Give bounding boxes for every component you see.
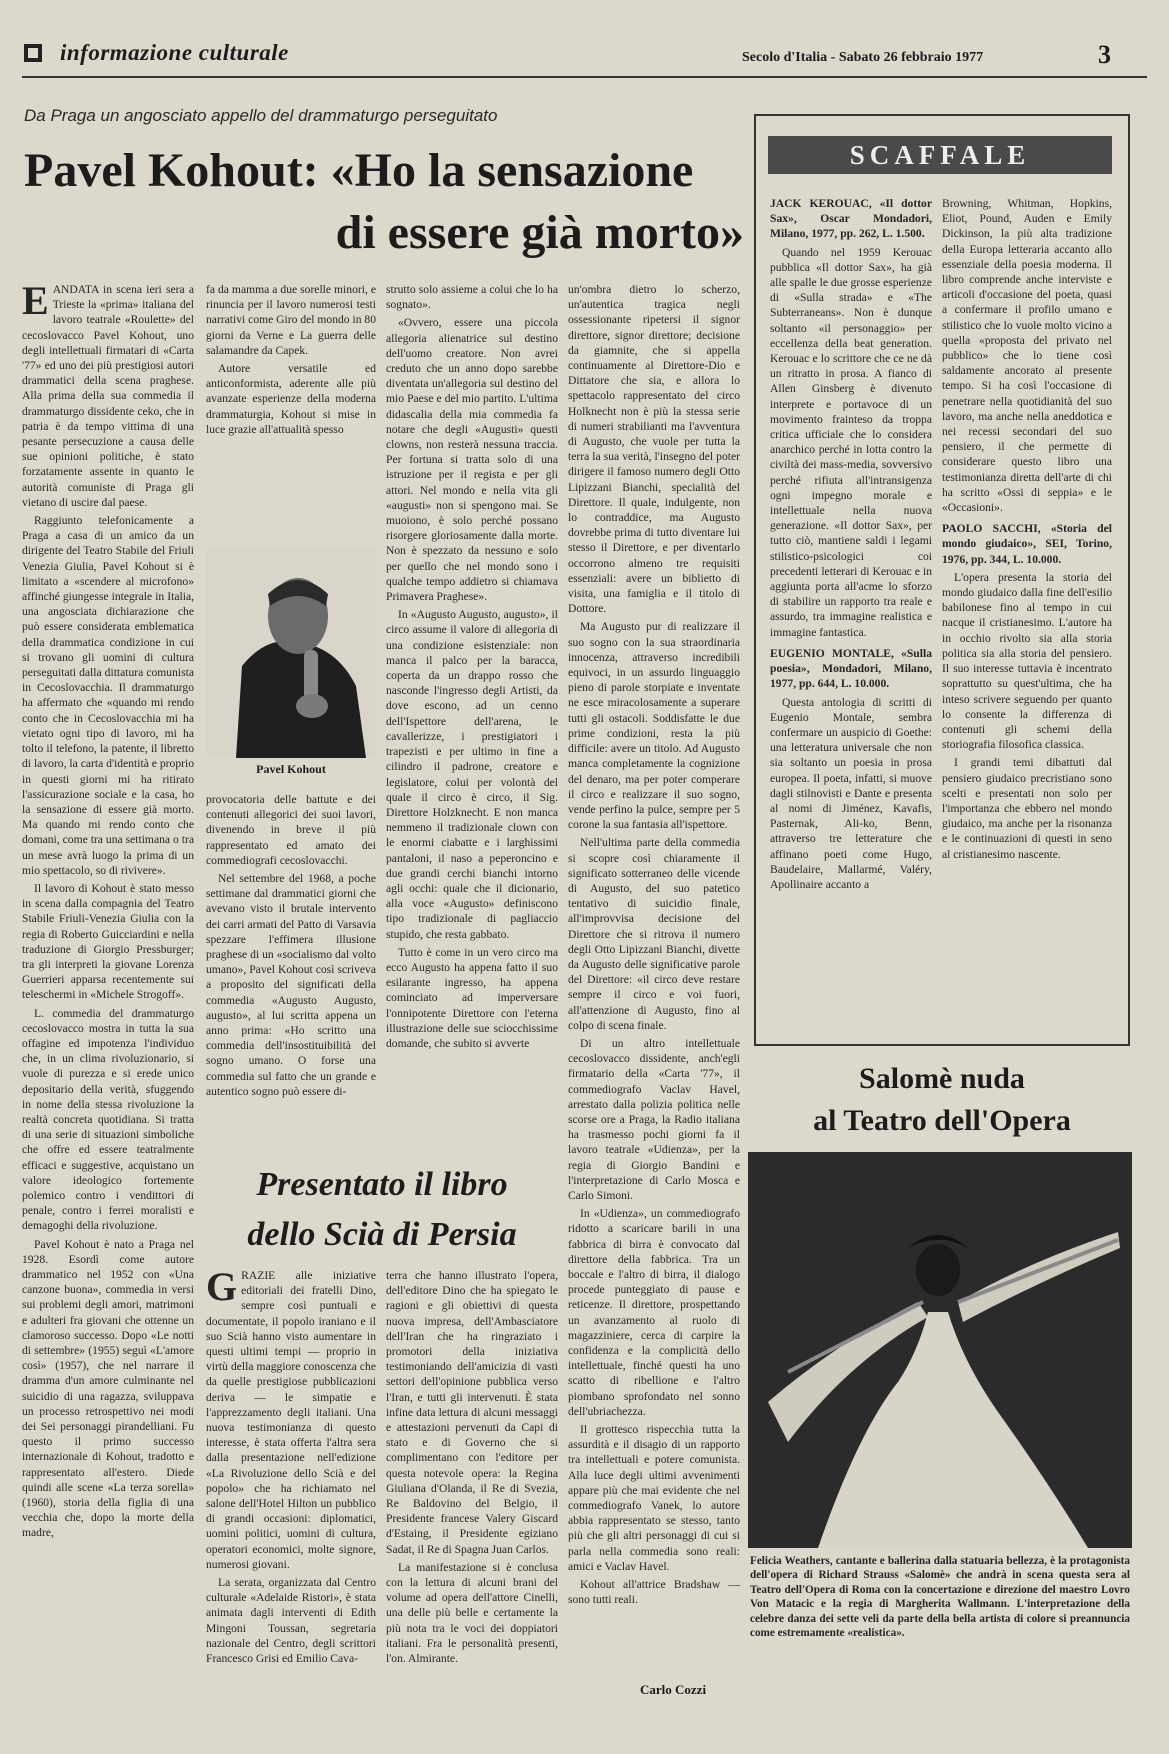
article-signature: Carlo Cozzi — [640, 1682, 707, 1697]
book-article-column-1 — [206, 1268, 376, 1746]
kohout-photo — [206, 546, 376, 758]
paragraph: un'ombra dietro lo scherzo, un'autentica tragica negli ossessionante ripetersi il signor direttore, signor direttore; decisione da giamnite, che si appella continuamente al Direttore-Dio e Dittatore che sia, e allora lo spettacolo rappresentato del circo Holknecht non è più la stessa serie di numeri strabilianti ma l'avventura di Augusto, che vuole per tutta la terra la sua verità, l'insegno del poter dirigere il famoso numero degli Otto Lipizzani Bianchi, specialità del Direttore. Il quale, indulgente, non lo contraddice, ma Augusto dovrebbe prima di tutto diventare lui stesso il Direttore, e per diventarlo occorrono almeno tre requisiti essenziali: avere un biblietto di visita, una famiglia e il titolo di Dottore. — [568, 283, 740, 616]
paragraph: Autore versatile ed anticonformista, aderente alle più avanzate esperienze della moderna drammaturgia, Kohout si mise in luce grazie all'attualità spesso — [206, 362, 376, 436]
article-kicker: Da Praga un angosciato appello del drammaturgo perseguitato — [24, 106, 498, 125]
page-number: 3 — [1098, 40, 1111, 69]
headline-line-1: Pavel Kohout: «Ho la sensazione — [24, 144, 694, 197]
headline-line-2: di essere già morto» — [335, 206, 744, 259]
paragraph: Pavel Kohout è nato a Praga nel 1928. Esordì come autore drammatico nel 1952 con «Una canzone buona», commedia in versi sui problemi degli amori, matrimoni e adulteri fra giovani che ottenne un clamoroso successo. Dopo «Le notti di settembre» (1955) seguì «L'amore così» (1957), che nel narrare il dramma d'un amore culminante nel suicidio di una ragazza, sviluppava un processo retrospettivo nei modi dei Sei personaggi pirandelliani. Fu questo il primo successo internazionale di Kohout, tradotto e rappresentato all'estero. Diede quindi alle scene «La terza sorella» (1960), storia della figlia di una vecchia che, dopo la morte della madre, — [22, 1237, 194, 1540]
scaffale-column-2 — [942, 196, 1112, 1026]
paragraph: In «Udienza», un commediografo ridotto a scaricare barili in una fabbrica di birra è convocato dal direttore della fabbrica. Tra un boccale e l'altro di birra, il dialogo procede punteggiato di pause e reticenze. Il direttore, prospettando un avanzamento al ruolo di magazziniere, cerca di carpire la confidenza e la complicità dello intellettuale, finché questi ha uno scatto di ribellione e l'altro piombano sprofondato nel sonno dell'ubriachezza. — [568, 1207, 740, 1418]
photo-caption: Pavel Kohout — [256, 762, 326, 776]
book-entry-title: JACK KEROUAC, «Il dottor Sax», Oscar Mondadori, Milano, 1977, pp. 262, L. 1.500. — [770, 197, 932, 241]
article-column-3 — [386, 282, 558, 1112]
paragraph: Di un altro intellettuale cecoslovacco dissidente, anch'egli firmatario della «Carta '77», il commediografo Vaclav Havel, arrestato dalla polizia politica nelle scorse ore a Praga, la Radio italiana ha trasmesso pochi giorni fa il lavoro teatrale «Udienza», per la regia di Giorgio Bandini e l'interpretazione di Carlo Mosca e Carlo Simoni. — [568, 1036, 740, 1202]
paragraph: La serata, organizzata dal Centro culturale «Adelaide Ristori», è stata animata dagli interventi di Edith Mingoni Toussan, segretaria nazionale del Centro, degli scrittori Francesco Grisi ed Emilio Cava- — [206, 1576, 376, 1666]
book-title-line-2: dello Scià di Persia — [247, 1216, 517, 1253]
paragraph: In «Augusto Augusto, augusto», il circo assume il valore di allegoria di una condizione esistenziale: non manca il palco per la baracca, coperta da un drappo rosso che nasconde l'ingresso degli Artisti, da dove escono, ad un cenno dell'Ispettore dell'arena, le cavallerizze, i prestigiatori i trapezisti e per ultimo in fine a cilindro il padrone, creatore e legislatore, colui per volontà del quale il circo è circo, il Sig. Direttore Holzknecht. E non manca nemmeno il tradizionale clown con le enormi ciabatte e i larghissimi pantaloni, il naso a peperoncino e due grandi cerchi bianchi intorno agli occhi: quale che il dicionario, alla voce «Augusto» definiscono tipo tradizionale di pagliaccio stupido, che resta gabbato. — [386, 608, 558, 941]
book-entry-text: L'opera presenta la storia del mondo giudaico dalla fine dell'esilio babilonese fino al tempo in cui nacque il cristianesimo. L'autore ha in occhio rivolto sia alla storia politica sia alla storia del pensiero. Il suo interesse tuttavia è incentrato soprattutto su quest'ultima, che ha inteso scrivere seguendo per quanto lo consente la differenza di contenuti gli schemi della storiografia filosofica classica. — [942, 570, 1112, 752]
article-column-2-bottom — [206, 792, 376, 1112]
section-logo-icon — [24, 44, 42, 62]
article-column-2-top — [206, 282, 376, 540]
book-entry-title: PAOLO SACCHI, «Storia del mondo giudaico», SEI, Torino, 1976, pp. 344, L. 10.000. — [942, 522, 1112, 566]
article-headline — [24, 140, 744, 264]
paragraph: Tutto è come in un vero circo ma ecco Augusto ha appena fatto il suo esilarante ingresso, ha appena cominciato ad imperversare l'onnipotente Direttore con l'eterna illustrazione delle sue sciocchissime domande, che subito si avverte — [386, 945, 558, 1050]
paragraph: L. commedia del drammaturgo cecoslovacco mostra in tutta la sua offagine ed impotenza l'individuo che, in un clima rivoluzionario, si vuole di purezza e si erede unico depositario della verità, sfuggendo in nome della stessa rivoluzione la realtà concreta quotidiana. Si tratta di una serie di situazioni simboliche che offre ed essere teatralmente efficaci e suggestive, acquistano un valore ideologico fortemente polemico contro i vendittori di penale, contro i ferrei moralisti e demagoghi della rivoluzione. — [22, 1006, 194, 1233]
paragraph: Il grottesco rispecchia tutta la assurdità e il disagio di un rapporto tra intellettuali e potere comunista. Alla luce degli ultimi avvenimenti appare più che mai evidente che nel commediografo Vanek, lo autore abbia rappresentato se stesso, tanto più che gli altri personaggi di cui si parla nella commedia sono reali: amici e Vaclav Havel. — [568, 1423, 740, 1573]
paragraph: «Ovvero, essere una piccola allegoria alienatrice sul destino dell'uomo creatore. Non avrei creduto che un anno dopo sarebbe diventata un'allegoria sul destino del mio Paese e del mio partito. L'ultima didascalia della mia commedia fa notare che degli «Augusti» questi clowns, non resterà nessuna traccia. Per fortuna si tratta solo di una istruzione per il regista e per gli attori. Nel mondo e nella vita gli «augusti» non si spengono mai. Se muoiono, è solo perché possano risorgere gloriosamente dalla morte. Non è spezzato da nessuno e solo per quello che nel mondo sono i qualche tempo addietro si chiamava Primavera Praghese». — [386, 316, 558, 604]
newspaper-date: Secolo d'Italia - Sabato 26 febbraio 1977 — [742, 50, 984, 65]
book-entry-text: I grandi temi dibattuti dal pensiero giudaico precristiano sono scelti e presentati non solo per l'importanza che ebbero nel mondo giudaico, ma anche per la risonanza e le continuazioni di questi in seno al cristianesimo nascente. — [942, 756, 1112, 861]
paragraph: strutto solo assieme a colui che lo ha sognato». — [386, 283, 558, 312]
paragraph: Raggiunto telefonicamente a Praga a casa di un amico da un dirigente del Teatro Stabile del Friuli Venezia Giulia, Pavel Kohout si è limitato a «scendere al microfono» affinché giungesse integrale in Italia, una angosciata dichiarazione che può essere considerata emblematica della drammatica condizione in cui si trovano gli uomini di cultura perseguitati dalla dittatura comunista in Cecoslovacchia. Il drammaturgo ha affermato che «quando mi rendo conto che in Cecoslovacchia mi ha vietato ogni tipo di lavoro, mi ha tolto il telefono, la patente, il libretto di lavoro, la carta d'identità e proprio in questi giorni mi ha ritirato l'assicurazione sociale e la casa, ho la sensazione di essere già morto. Ma quando mi rendo conto che domani, come tra una settimana o tra un mese avrà luogo la prima di un mio spettacolo, so di rivivere». — [22, 514, 194, 877]
article-column-1 — [22, 282, 194, 1670]
paragraph: Kohout all'attrice Bradshaw — sono tutti reali. — [568, 1578, 740, 1607]
portrait-illustration — [206, 546, 376, 758]
dropcap: G — [206, 1268, 238, 1309]
article-column-4 — [568, 282, 740, 1667]
paragraph: ANDATA in scena ieri sera a Trieste la «prima» italiana del lavoro teatrale «Roulette» del cecoslovacco Pavel Kohout, uno degli intellettuali firmatari di «Carta '77» ed uno dei più prestigiosi autori drammatici della scena praghese. Alla prima della sua commedia il drammaturgo dissidente ceko, che in patria è da tempo vittima di una pesante persecuzione a causa delle sue opinioni politiche, è stato forzatamente assente in quanto le autorità comuniste di Praga gli vietano di uscire dal paese. — [22, 283, 194, 509]
paragraph: Nell'ultima parte della commedia si scopre così chiaramente il significato sotterraneo delle vicende di Augusto, del suo patetico tentativo di suicidio finale, all'improvvisa decisione del Direttore che si ritrova il numero degli Otto Lipizzani Bianchi, divette da Augusto delle significative parole del Direttore: «il circo deve restare sempre il circo e voi fuori, all'attenzione di Augusto, fino al colpo di scena finale. — [568, 836, 740, 1032]
dropcap: E — [22, 282, 49, 323]
book-title-line-1: Presentato il libro — [256, 1166, 508, 1203]
book-article-title — [206, 1160, 558, 1260]
section-title: informazione culturale — [60, 40, 289, 65]
book-entry-text: Questa antologia di scritti di Eugenio Montale, sembra confermare un auspicio di Goethe: una letteratura universale che non sia soltanto un poesia in prosa europea. Il poeta, infatti, si muove dagli stilnovisti e Dante e presenta al nomi di Jiménez, Kavafis, Pasternak, Ali-ko, Benn, attraverso tre letterature che affinano poeti come Hugo, Baudelaire, Mallarmé, Valéry, Apollinaire accanto a — [770, 695, 932, 891]
salome-title — [754, 1058, 1130, 1142]
salome-title-line-1: Salomè nuda — [859, 1062, 1025, 1095]
scaffale-column-1 — [770, 196, 932, 1026]
paragraph: La manifestazione si è conclusa con la lettura di alcuni brani del volume ad opera dell'attore Cinelli, una delle più belle e certamente la più nota tra le voci dei doppiatori italiani. Fra le personalità presenti, l'on. Almirante. — [386, 1560, 558, 1666]
book-entry-title: EUGENIO MONTALE, «Sulla poesia», Mondadori, Milano, 1977, pp. 644, L. 10.000. — [770, 646, 932, 691]
scaffale-heading: SCAFFALE — [768, 136, 1112, 174]
paragraph: Ma Augusto pur di realizzare il suo sogno con la sua straordinaria innocenza, attraverso incredibili equivoci, in un assurdo linguaggio pieno di parole storpiate e inventate ne esce miracolosamente a superare tutti gli ostacoli. Soddisfatte le due prime condizioni, resta la più difficile: avere un titolo. Ad Augusto manca completamente la cognizione del denaro, ma per poter comperare il circo e realizzare il suo sogno, vende perfino la pulce, sempre per 5 corone la sua fantasia all'ispettore. — [568, 620, 740, 832]
paragraph: provocatoria delle battute e dei contenuti allegorici dei suoi lavori, divenendo in breve il più rappresentato ed amato dei commediografi cecoslovacchi. — [206, 793, 376, 867]
book-article-column-2 — [386, 1268, 558, 1746]
dancer-illustration — [748, 1152, 1132, 1548]
paragraph: terra che hanno illustrato l'opera, dell'editore Dino che ha spiegato le ragioni e gli obiettivi di questa nuova impresa, dell'Ambasciatore dell'Iran che ha ringraziato i promotori della iniziativa testimoniando dell'amicizia di vasti settori dell'opinione pubblica verso l'Iran, e tutti gli intervenuti. È stata infine data lettura di alcuni messaggi e attestazioni pervenuti da Capi di stato e di Governo che si complimentano con l'editore per questa notevole opera: la Regina Giuliana d'Olanda, il Re di Svezia, Re Baldovino del Belgio, il Presidente francese Valery Giscard d'Estaing, il Presidente egiziano Sadat, il Re di Spagna Juan Carlos. — [386, 1269, 558, 1556]
paragraph: Il lavoro di Kohout è stato messo in scena dalla compagnia del Teatro Stabile Friuli-Venezia Giulia con la regia di Roberto Guicciardini e nella traduzione di Giorgio Pressburger; tra gli interpreti la giovane Lorenza Guerrieri apparsa recentemente sui teleschermi in «Michele Strogoff». — [22, 881, 194, 1002]
salome-title-line-2: al Teatro dell'Opera — [813, 1104, 1071, 1137]
paragraph: RAZIE alle iniziative editoriali dei fratelli Dino, sempre così puntuali e documentate, il popolo iraniano e il suo Scià hanno visto aumentare in questi ultimi tempi — proprio in virtù della maggiore conoscenza che da quelle prestigiose pubblicazioni deriva — le simpatie e l'apprezzamento degli italiani. Una nuova testimonianza di questo interesse, è stata offerta l'altra sera dalla presentazione nell'edizione «La Rivoluzione dello Scià e del popolo» che ha richiamato nel salone dell'Hotel Hilton un pubblico di grandi occasioni: diplomatici, uomini politici, uomini di cultura, operatori economici, molte signore, numerosi giovani. — [206, 1269, 376, 1571]
salome-photo — [748, 1152, 1132, 1548]
paragraph: fa da mamma a due sorelle minori, e rinuncia per il lavoro numerosi testi narrativi come Giro del mondo in 80 giorni da Verne e La guerra delle salamandre da Capek. — [206, 283, 376, 357]
book-entry-text: Browning, Whitman, Hopkins, Eliot, Pound, Auden e Emily Dickinson, la più alta tradizione della Europa letteraria accanto allo essenziale della poesia moderna. Il libro comprende anche interviste e articoli d'occasione del poeta, quasi a confermare il profilo umano e stilistico che lo vuole molto vicino a quella «proposta del privato nel pubblico» che lo tiene così saldamente ancorato al presente tempo. Si ha così l'occasione di penetrare nella quotidianità del suo lavoro, ma anche nella aneddotica e nei recessi secondari del suo pensiero, il che permette di considerare questo libro una testimonianza diretta dell'arte di chi ha scritto «Ossi di seppia» e le «Occasioni». — [942, 197, 1112, 515]
paragraph: Nel settembre del 1968, a poche settimane dal drammatici giorni che avevano visto il brutale intervento dei carri armati del Patto di Varsavia spezzare l'effimera illusione praghese di un «socialismo dal volto umano», Pavel Kohout così scriveva a proposito del significati della commedia «Augusto Augusto, augusto», al lui scritta appena un anno prima: «Ho scritto una commedia dell'insostituibilità del sogno umano. O forse una commedia sul fatto che un grande e autentico sogno può essere di- — [206, 872, 376, 1098]
masthead-rule — [22, 76, 1147, 78]
book-entry-text: Quando nel 1959 Kerouac pubblica «Il dottor Sax», ha già alle spalle le due grosse esperienze di «Sulla strada» e «The Subterraneans». Non è dunque soltanto «il personaggio» per eccellenza della beat generation. Kerouac e lo scrittore che ce ne dà un ritratto in prosa. A fianco di Allen Ginsberg è divenuto interprete e portavoce di un movimento frainteso da troppa critica ufficiale che lo considera anarchico perché in lotta contro la civiltà dei mass-media, sovversivo perché rifiuta all'intransigenza ogni impegno morale e intellettuale nella nuova generazione. «Il dottor Sax», per tutto ciò, mantiene saldi i legami stilistico-psicologici coi precedenti letterari di Kerouac e in aggiunta porta all'acme lo sforzo di stabilire un rapporto tra reale e assurdo, tra immagine realistica e immagine fantastica. — [770, 245, 932, 639]
salome-caption: Felicia Weathers, cantante e ballerina dalla statuaria bellezza, è la protagonista dell'opera di Richard Strauss «Salomè» che andrà in scena questa sera al Teatro dell'Opera di Roma con la concertazione e direzione del maestro Lovro Von Matacic e la regia di Margherita Wallmann. L'interpretazione della celebre danza dei sette veli da parte della bella artista di colore si preannuncia come estremamente «realistica». — [750, 1555, 1130, 1640]
